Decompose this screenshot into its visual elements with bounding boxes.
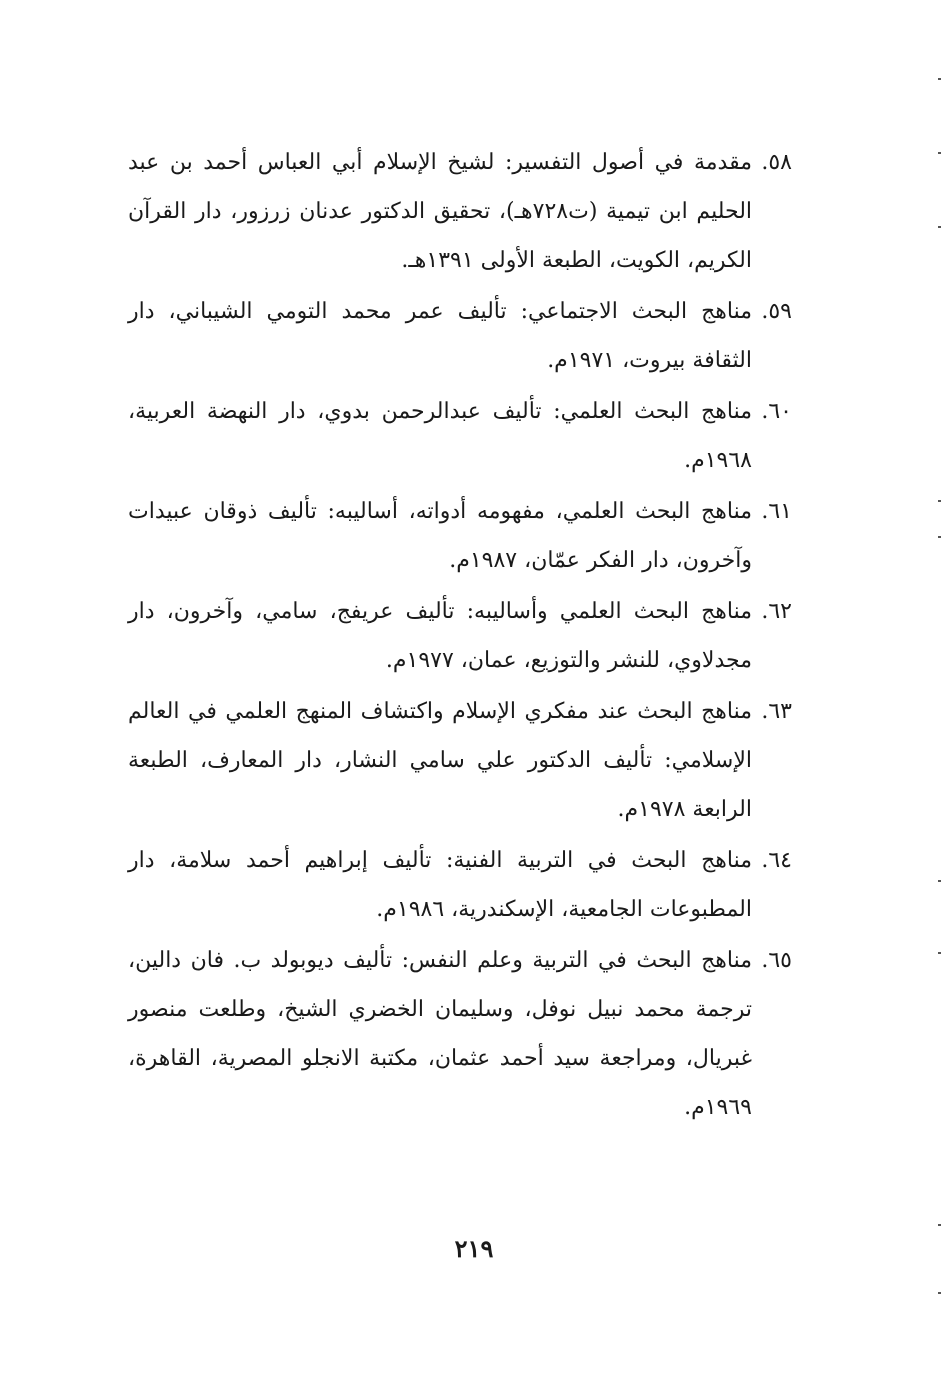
reference-number: ٦٢.: [761, 599, 792, 624]
scan-speck: [938, 1292, 941, 1294]
reference-number: ٥٩.: [761, 299, 792, 324]
reference-text: مناهج البحث العلمي وأساليبه: تأليف عريفج، سامي، وآخرون، دار مجدلاوي، للنشر والتوزيع، عمان، ١٩٧٧م.: [128, 599, 752, 673]
reference-text: مناهج البحث في التربية الفنية: تأليف إبراهيم أحمد سلامة، دار المطبوعات الجامعية، الإسكندرية، ١٩٨٦م.: [128, 848, 752, 922]
reference-item: [128, 836, 792, 934]
reference-number: ٦٤.: [761, 848, 792, 873]
reference-item: [128, 287, 792, 385]
scan-speck: [938, 952, 941, 954]
reference-number: ٦٣.: [761, 699, 792, 724]
reference-text: مناهج البحث العلمي: تأليف عبدالرحمن بدوي، دار النهضة العربية، ١٩٦٨م.: [128, 399, 752, 473]
reference-text: مناهج البحث عند مفكري الإسلام واكتشاف المنهج العلمي في العالم الإسلامي: تأليف الدكتور علي سامي النشار، دار المعارف، الطبعة الرابعة ١٩٧٨م.: [128, 699, 752, 822]
reference-number: ٥٨.: [761, 150, 792, 175]
reference-text: مناهج البحث العلمي، مفهومه أدواته، أساليبه: تأليف ذوقان عبيدات وآخرون، دار الفكر عمّان، ١٩٨٧م.: [128, 499, 752, 573]
reference-number: ٦١.: [761, 499, 792, 524]
reference-text: مقدمة في أصول التفسير: لشيخ الإسلام أبي العباس أحمد بن عبد الحليم ابن تيمية (ت٧٢٨هـ)، تحقيق الدكتور عدنان زرزور، دار القرآن الكريم، الكويت، الطبعة الأولى ١٣٩١هـ.: [128, 150, 753, 273]
reference-number: ٦٠.: [761, 399, 792, 424]
reference-item: [128, 138, 792, 285]
reference-text: مناهج البحث في التربية وعلم النفس: تأليف ديوبولد ب. فان دالين، ترجمة محمد نبيل نوفل، وسليمان الخضري الشيخ، وطلعت منصور غبريال، ومراجعة سيد أحمد عثمان، مكتبة الانجلو المصرية، القاهرة، ١٩٦٩م.: [128, 948, 752, 1120]
reference-number: ٦٥.: [761, 948, 792, 973]
reference-item: [128, 687, 792, 834]
scan-speck: [938, 152, 941, 154]
scan-speck: [938, 500, 941, 502]
scan-speck: [938, 1224, 941, 1226]
reference-item: [128, 387, 792, 485]
reference-text: مناهج البحث الاجتماعي: تأليف عمر محمد التومي الشيباني، دار الثقافة بيروت، ١٩٧١م.: [128, 299, 752, 373]
scan-speck: [938, 880, 941, 882]
scan-speck: [938, 226, 941, 228]
reference-item: [128, 487, 792, 585]
page-number: ٢١٩: [454, 1234, 494, 1263]
scan-speck: [938, 78, 941, 80]
reference-item: [128, 587, 792, 685]
reference-list: [128, 138, 792, 1134]
reference-item: [128, 936, 792, 1132]
scan-speck: [938, 536, 941, 538]
